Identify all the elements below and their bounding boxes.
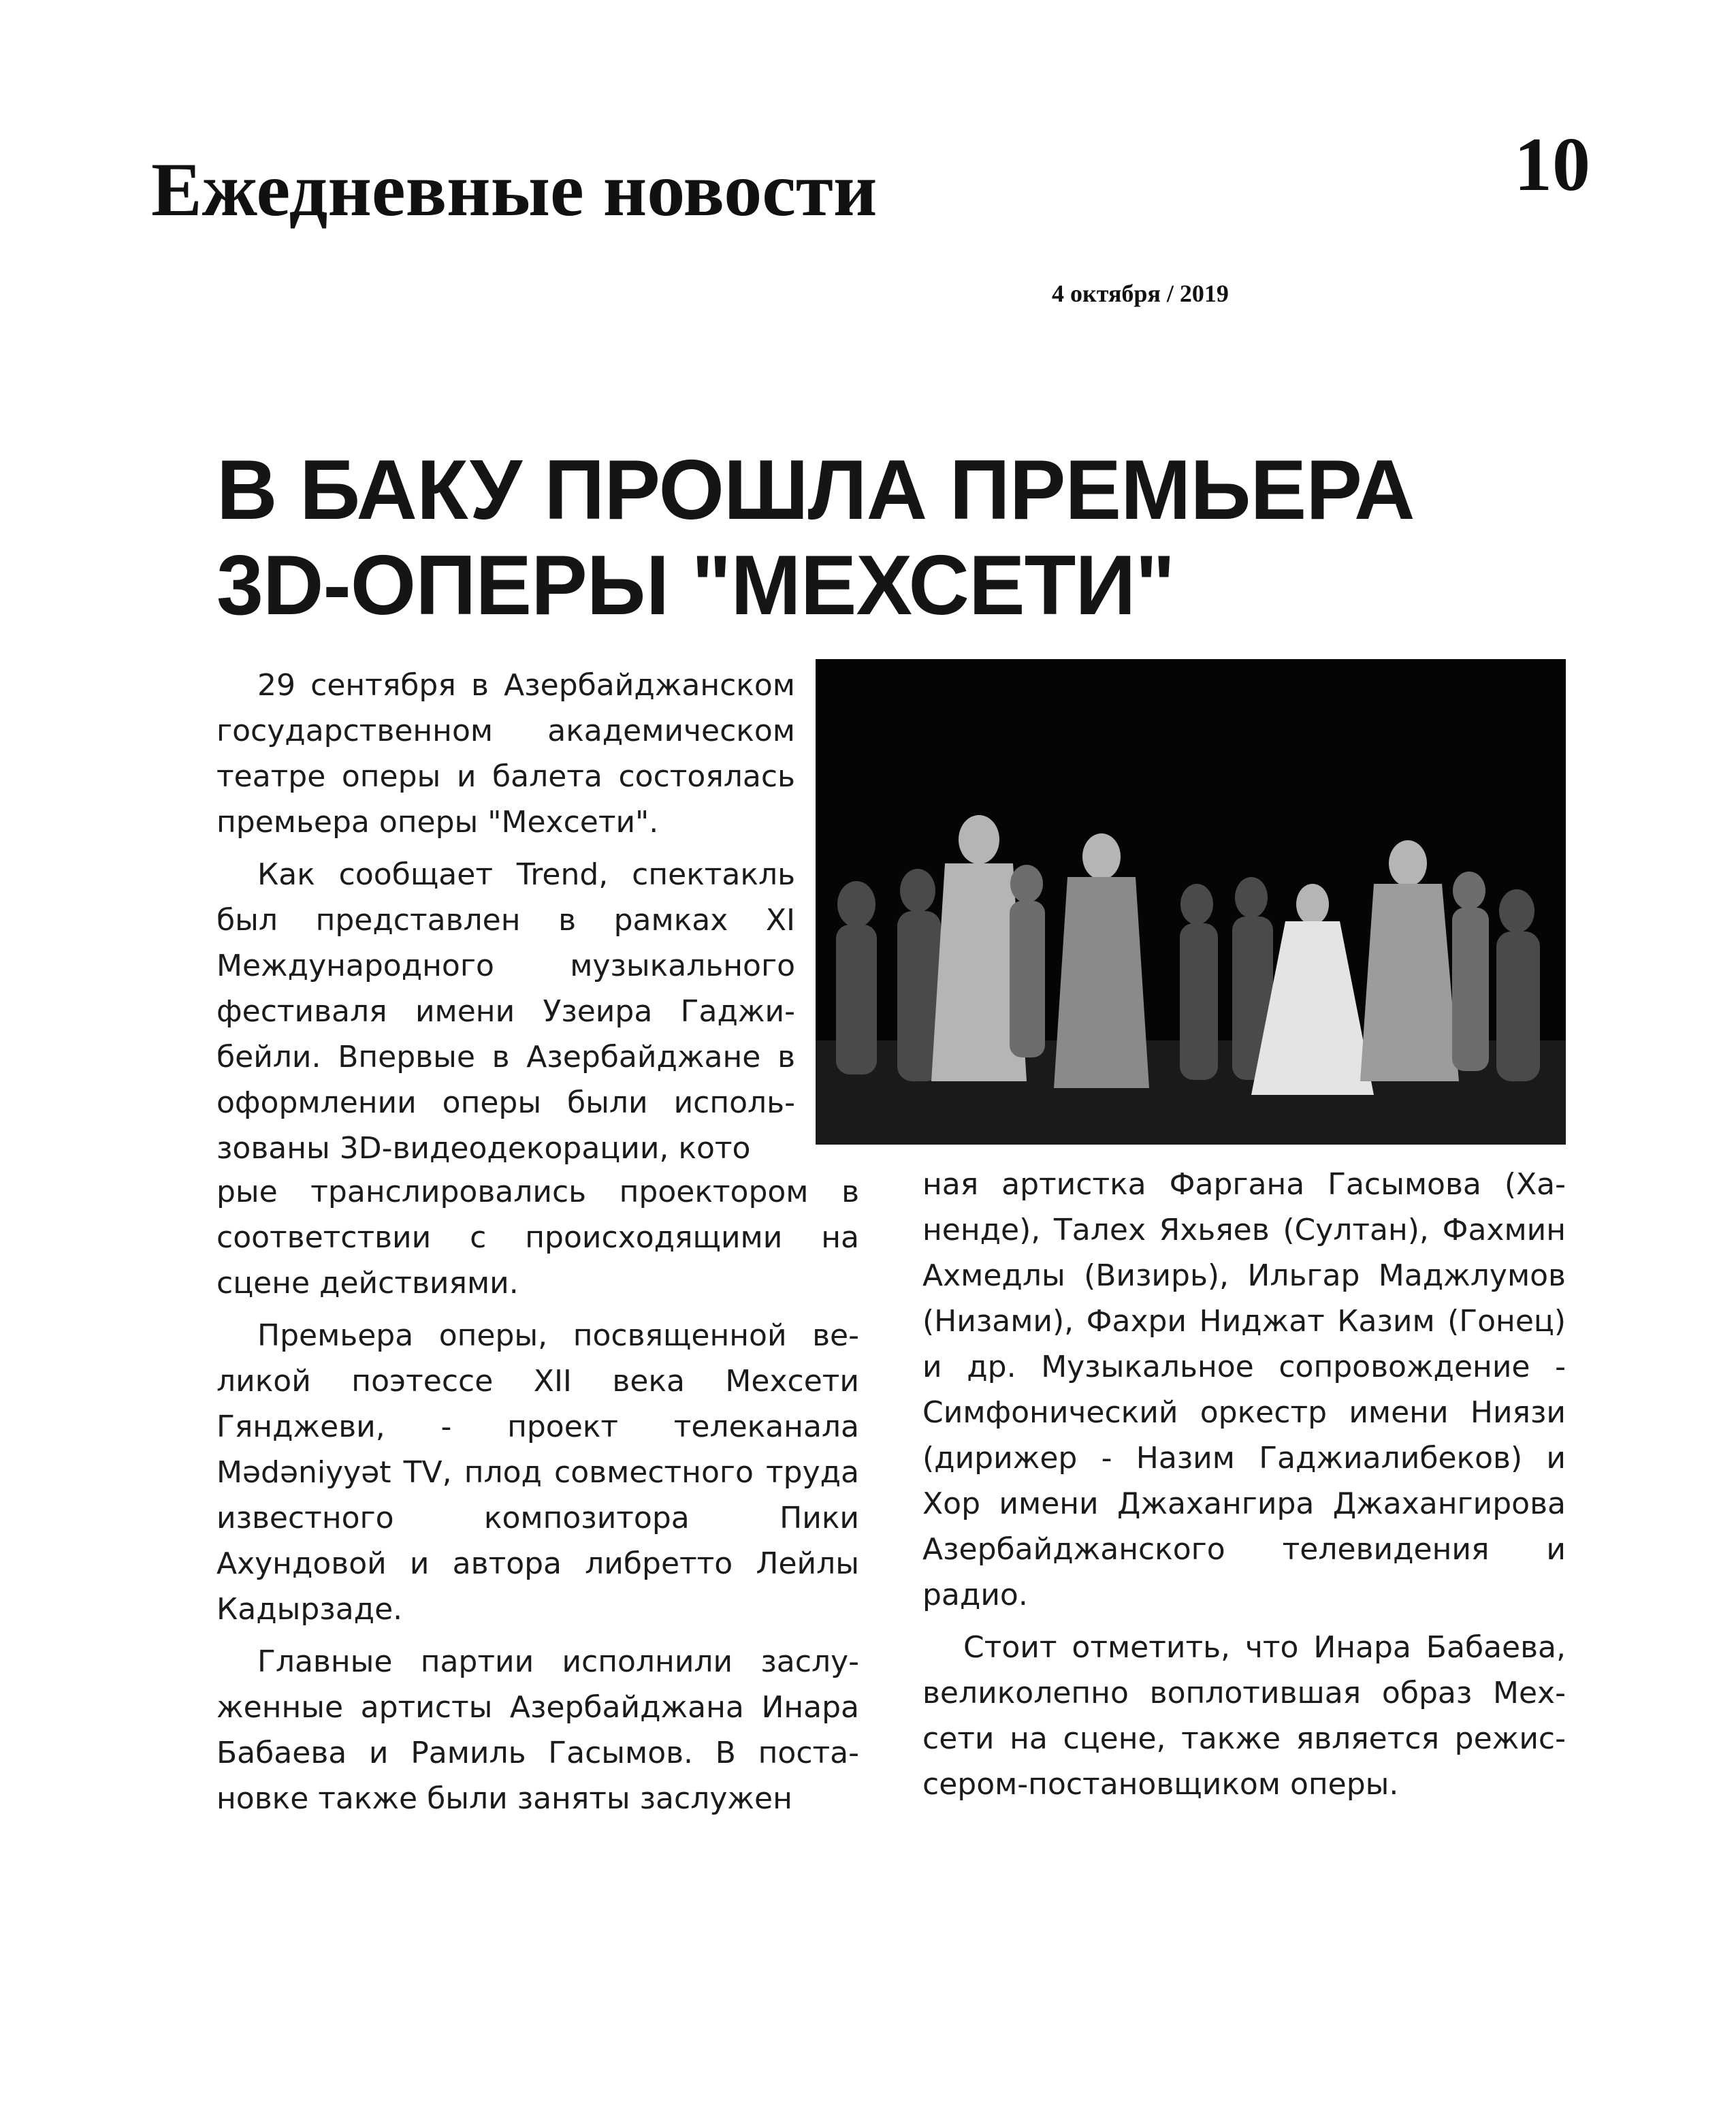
issue-date: 4 октября / 2019 xyxy=(1052,280,1229,307)
paragraph-3: Премьера оперы, посвященной великой поэтессе XII века Мехсети Гянджеви, - проект телеканала Mədəniyyət TV, плод совместного труда известного композитора Пики Ахундовой и автора либретто Лейлы Кадырзаде. xyxy=(216,1318,859,1627)
article-headline xyxy=(216,443,1415,633)
paragraph-4: Главные партии исполнили заслуженные артисты Азербайджана Инара Бабаева и Рамиль Гасымов. В постановке также были заняты заслужен xyxy=(216,1644,859,1816)
stage-performance-image xyxy=(816,659,1566,1145)
paragraph-1: 29 сентября в Азербайджанском государственном академическом театре оперы и балета состоялась премьера оперы "Мехсети". xyxy=(216,668,795,840)
headline-line-2: 3D-ОПЕРЫ "МЕХСЕТИ" xyxy=(216,539,1175,633)
paragraph-4-continued: ная артистка Фаргана Гасымова (Ханенде), Талех Яхьяев (Султан), Фахмин Ахмедлы (Визирь), Ильгар Маджлумов (Низами), Фахри Ниджат Казим (Гонец) и др. Музыкальное сопровождение - Симфонический оркестр имени Ниязи (дирижер - Назим Гаджиалибеков) и Хор имени Джахангира Джахангирова Азербайджанского телевидения и радио. xyxy=(922,1167,1566,1612)
article-photo xyxy=(816,659,1566,1145)
article-column-left-bottom xyxy=(216,1169,859,1821)
headline-line-1: В БАКУ ПРОШЛА ПРЕМЬЕРА xyxy=(216,443,1415,537)
article-column-left-top xyxy=(216,663,795,1171)
paragraph-5: Стоит отметить, что Инара Бабаева, великолепно воплотившая образ Мехсети на сцене, также является режиссером-постановщиком оперы. xyxy=(922,1630,1566,1802)
newspaper-masthead: Ежедневные новости xyxy=(151,148,878,232)
paragraph-2-top: Как сообщает Trend, спектакль был представлен в рамках XI Международного музыкального фестиваля имени Узеира Гаджибейли. Впервые в Азербайджане в оформлении оперы были использованы 3D-видеодекорации, кото xyxy=(216,857,795,1166)
paragraph-2-bottom: рые транслировались проектором в соответствии с происходящими на сцене действиями. xyxy=(216,1175,859,1301)
page-number: 10 xyxy=(1514,123,1590,207)
article-column-right xyxy=(922,1162,1566,1807)
